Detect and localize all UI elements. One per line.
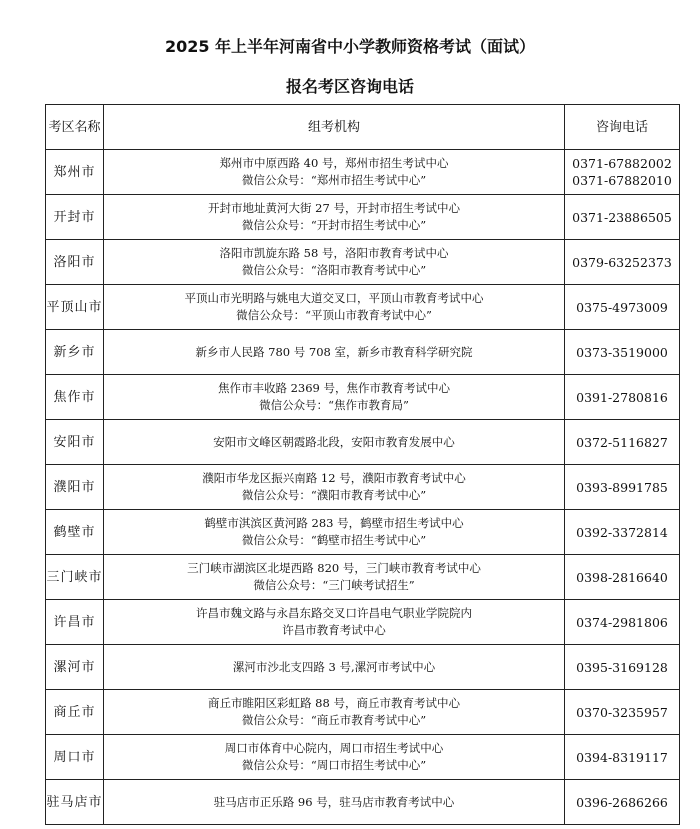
org-line: 鹤壁市淇滨区黄河路 283 号，鹤壁市招生考试中心 bbox=[204, 516, 464, 530]
org-cell bbox=[104, 465, 565, 510]
tel-cell bbox=[565, 195, 680, 240]
table-row bbox=[46, 285, 680, 330]
org-cell bbox=[104, 420, 565, 465]
org-cell bbox=[104, 510, 565, 555]
city-cell: 许昌市 bbox=[46, 600, 104, 645]
phone-number: 0371-67882010 bbox=[572, 173, 672, 188]
org-line: 漯河市沙北支四路 3 号,漯河市考试中心 bbox=[232, 659, 436, 674]
city-cell: 濮阳市 bbox=[46, 465, 104, 510]
org-line: 许昌市魏文路与永昌东路交叉口许昌电气职业学院院内 bbox=[196, 606, 472, 620]
table-row bbox=[46, 600, 680, 645]
org-cell bbox=[104, 330, 565, 375]
table-row bbox=[46, 645, 680, 690]
tel-cell bbox=[565, 780, 680, 825]
org-line: 焦作市丰收路 2369 号，焦作市教育考试中心 bbox=[217, 381, 451, 395]
org-cell bbox=[104, 690, 565, 735]
header-city: 考区名称 bbox=[46, 105, 104, 150]
org-line: 濮阳市华龙区振兴南路 12 号，濮阳市教育考试中心 bbox=[202, 471, 466, 485]
phone-number: 0371-67882002 bbox=[572, 156, 672, 171]
org-line: 微信公众号：“濮阳市教育考试中心” bbox=[241, 488, 427, 502]
city-cell: 开封市 bbox=[46, 195, 104, 240]
org-cell bbox=[104, 780, 565, 825]
city-cell: 洛阳市 bbox=[46, 240, 104, 285]
tel-cell bbox=[565, 330, 680, 375]
org-line: 微信公众号：“郑州市招生考试中心” bbox=[241, 173, 427, 187]
org-line: 微信公众号：“商丘市教育考试中心” bbox=[241, 713, 427, 727]
city-cell: 漯河市 bbox=[46, 645, 104, 690]
phone-number: 0392-3372814 bbox=[576, 524, 668, 540]
table-row bbox=[46, 330, 680, 375]
phone-number: 0371-23886505 bbox=[572, 209, 672, 225]
org-line: 安阳市文峰区朝霞路北段，安阳市教育发展中心 bbox=[213, 434, 455, 449]
tel-cell bbox=[565, 465, 680, 510]
table-row bbox=[46, 195, 680, 240]
header-org: 组考机构 bbox=[104, 105, 565, 150]
phone-number: 0394-8319117 bbox=[576, 749, 668, 765]
table-row bbox=[46, 510, 680, 555]
org-line: 微信公众号：“开封市招生考试中心” bbox=[241, 218, 427, 232]
table-row bbox=[46, 150, 680, 195]
phone-number: 0375-4973009 bbox=[576, 299, 668, 315]
city-cell: 周口市 bbox=[46, 735, 104, 780]
org-line: 微信公众号：“周口市招生考试中心” bbox=[241, 758, 427, 772]
org-line: 新乡市人民路 780 号 708 室，新乡市教育科学研究院 bbox=[195, 344, 473, 359]
phone-number: 0370-3235957 bbox=[576, 704, 668, 720]
org-line: 郑州市中原西路 40 号，郑州市招生考试中心 bbox=[219, 156, 449, 170]
city-cell: 郑州市 bbox=[46, 150, 104, 195]
tel-cell bbox=[565, 375, 680, 420]
org-cell bbox=[104, 600, 565, 645]
tel-cell bbox=[565, 420, 680, 465]
city-cell: 焦作市 bbox=[46, 375, 104, 420]
city-cell: 鹤壁市 bbox=[46, 510, 104, 555]
document-title: 2025 年上半年河南省中小学教师资格考试（面试） bbox=[164, 37, 536, 56]
org-line: 开封市地址黄河大街 27 号，开封市招生考试中心 bbox=[208, 201, 460, 215]
tel-cell bbox=[565, 285, 680, 330]
org-line: 微信公众号：“洛阳市教育考试中心” bbox=[241, 263, 427, 277]
tel-cell bbox=[565, 645, 680, 690]
org-cell bbox=[104, 285, 565, 330]
tel-cell bbox=[565, 240, 680, 285]
phone-number: 0373-3519000 bbox=[576, 344, 668, 360]
org-line: 三门峡市湖滨区北堤西路 820 号，三门峡市教育考试中心 bbox=[187, 561, 481, 575]
table-row bbox=[46, 465, 680, 510]
table-row bbox=[46, 780, 680, 825]
tel-cell bbox=[565, 735, 680, 780]
tel-cell bbox=[565, 555, 680, 600]
table-row bbox=[46, 555, 680, 600]
phone-number: 0396-2686266 bbox=[576, 794, 668, 810]
header-tel: 咨询电话 bbox=[565, 105, 680, 150]
org-cell bbox=[104, 645, 565, 690]
org-line: 周口市体育中心院内，周口市招生考试中心 bbox=[224, 741, 444, 755]
org-cell bbox=[104, 555, 565, 600]
org-cell bbox=[104, 150, 565, 195]
contact-table bbox=[45, 104, 680, 825]
phone-number: 0374-2981806 bbox=[576, 614, 668, 630]
org-line: 驻马店市正乐路 96 号，驻马店市教育考试中心 bbox=[213, 794, 455, 809]
org-cell bbox=[104, 240, 565, 285]
org-line: 微信公众号：“鹤壁市招生考试中心” bbox=[241, 533, 427, 547]
phone-number: 0393-8991785 bbox=[576, 479, 668, 495]
phone-number: 0398-2816640 bbox=[576, 569, 668, 585]
tel-cell bbox=[565, 600, 680, 645]
org-cell bbox=[104, 375, 565, 420]
org-line: 商丘市睢阳区彩虹路 88 号，商丘市教育考试中心 bbox=[208, 696, 460, 710]
tel-cell bbox=[565, 690, 680, 735]
phone-number: 0372-5116827 bbox=[576, 434, 668, 450]
table-row bbox=[46, 735, 680, 780]
table-row bbox=[46, 240, 680, 285]
tel-cell bbox=[565, 150, 680, 195]
city-cell: 新乡市 bbox=[46, 330, 104, 375]
org-line: 平顶山市光明路与姚电大道交叉口，平顶山市教育考试中心 bbox=[184, 291, 484, 305]
city-cell: 驻马店市 bbox=[46, 780, 104, 825]
org-line: 洛阳市凯旋东路 58 号，洛阳市教育考试中心 bbox=[219, 246, 449, 260]
phone-number: 0395-3169128 bbox=[576, 659, 668, 675]
document-subtitle: 报名考区咨询电话 bbox=[285, 77, 414, 96]
phone-number: 0391-2780816 bbox=[576, 389, 668, 405]
table-header-row bbox=[46, 105, 680, 150]
tel-cell bbox=[565, 510, 680, 555]
org-line: 微信公众号：“焦作市教育局” bbox=[259, 398, 409, 412]
org-line: 微信公众号：“三门峡考试招生” bbox=[253, 578, 415, 592]
table-row bbox=[46, 375, 680, 420]
city-cell: 安阳市 bbox=[46, 420, 104, 465]
city-cell: 平顶山市 bbox=[46, 285, 104, 330]
city-cell: 商丘市 bbox=[46, 690, 104, 735]
org-line: 许昌市教育考试中心 bbox=[282, 623, 386, 637]
table-row bbox=[46, 690, 680, 735]
phone-number: 0379-63252373 bbox=[572, 254, 672, 270]
table-row bbox=[46, 420, 680, 465]
org-line: 微信公众号：“平顶山市教育考试中心” bbox=[236, 308, 432, 322]
org-cell bbox=[104, 195, 565, 240]
city-cell: 三门峡市 bbox=[46, 555, 104, 600]
org-cell bbox=[104, 735, 565, 780]
